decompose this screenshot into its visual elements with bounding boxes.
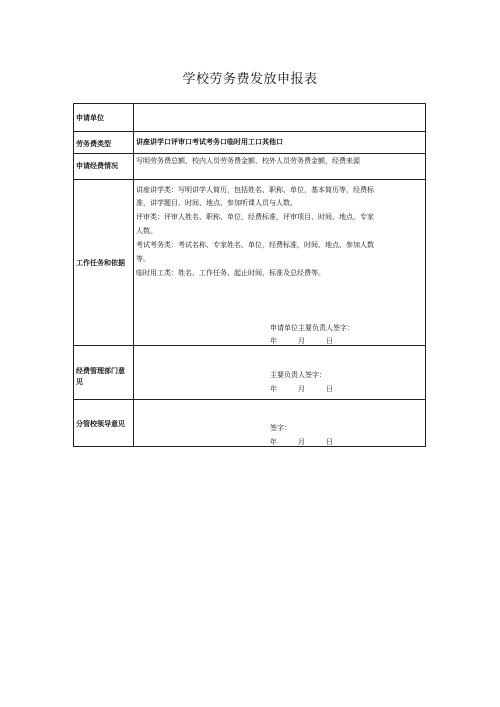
leader-signature-date: 年 月 日 bbox=[270, 438, 333, 446]
task-line-4: 人数。 bbox=[136, 227, 157, 235]
field-finance-dept[interactable] bbox=[134, 346, 425, 399]
label-school-leader-text: 分管校领导意见 bbox=[76, 420, 125, 428]
row-school-leader bbox=[74, 400, 425, 446]
page-title: 学校劳务费发放申报表 bbox=[182, 72, 318, 87]
task-line-6: 等。 bbox=[136, 255, 150, 263]
leader-signature-label: 签字： bbox=[270, 424, 291, 432]
task-line-7: 临时用工类：姓名、工作任务、起止时间，标准及总经费等。 bbox=[136, 269, 325, 277]
label-finance-dept-line1: 经费管理部门意 bbox=[76, 367, 125, 375]
field-task-basis[interactable] bbox=[134, 180, 425, 345]
row-task-basis bbox=[74, 180, 425, 346]
task-signature-label: 申请单位主要负责人签字： bbox=[270, 324, 354, 332]
field-fee-type[interactable] bbox=[134, 132, 425, 153]
fee-type-options: 讲座讲学口评审口考试考务口临时用工口其他口 bbox=[136, 138, 283, 146]
finance-signature-date: 年 月 日 bbox=[270, 385, 333, 393]
task-line-3: 评审类：评审人姓名、职称、单位，经费标准，评审项目、时间、地点、专家 bbox=[136, 213, 374, 221]
label-task-basis bbox=[74, 180, 134, 345]
label-finance-dept bbox=[74, 346, 134, 399]
label-finance-dept-line2: 见 bbox=[76, 378, 83, 386]
task-signature-date: 年 月 日 bbox=[270, 337, 333, 345]
funding-description: 写明劳务费总额、校内人员劳务费金额、校外人员劳务费金额，经费来源 bbox=[136, 157, 360, 165]
row-funding bbox=[74, 154, 425, 180]
task-line-1: 讲座讲学类：写明讲学人简历，包括姓名、职称、单位，基本简历等，经费标 bbox=[136, 186, 374, 194]
row-applicant-unit bbox=[74, 104, 425, 132]
field-funding[interactable] bbox=[134, 154, 425, 179]
label-fee-type-text: 劳务费类型 bbox=[76, 140, 111, 148]
application-form-table bbox=[73, 103, 426, 447]
label-applicant-unit bbox=[74, 104, 134, 131]
label-funding-text: 申请经费情况 bbox=[76, 162, 118, 170]
finance-signature-label: 主要负责人签字： bbox=[270, 371, 326, 379]
label-applicant-unit-text: 申请单位 bbox=[76, 114, 104, 122]
label-funding bbox=[74, 154, 134, 179]
label-school-leader bbox=[74, 400, 134, 446]
task-line-5: 考试考务类：考试名称、专家姓名、单位，经费标准，时间、地点、参加人数 bbox=[136, 241, 374, 249]
row-fee-type bbox=[74, 132, 425, 154]
task-line-2: 准，讲学题目、时间、地点、参加听课人员与人数。 bbox=[136, 199, 297, 207]
label-task-basis-text: 工作任务和依据 bbox=[76, 259, 125, 267]
label-fee-type bbox=[74, 132, 134, 153]
field-applicant-unit[interactable] bbox=[134, 104, 425, 131]
field-school-leader[interactable] bbox=[134, 400, 425, 446]
row-finance-dept bbox=[74, 346, 425, 400]
